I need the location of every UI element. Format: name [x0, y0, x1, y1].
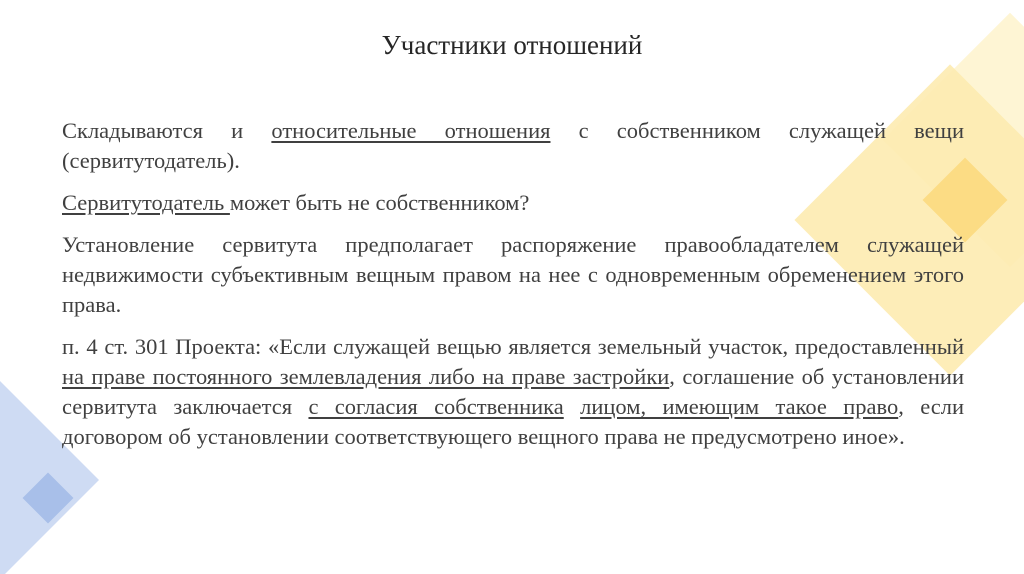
slide-title: Участники отношений — [381, 30, 643, 60]
underlined-text: Сервитутодатель — [62, 190, 230, 215]
underlined-text: с согласия собственника — [308, 394, 564, 419]
text: может быть не собственником? — [229, 190, 530, 215]
text: с собственником служащей вещи (сервитутодатель). — [62, 118, 964, 173]
text: п. 4 ст. 301 Проекта: «Если служащей вещью является земельный участок, предоставленный — [62, 334, 964, 359]
text — [564, 394, 580, 419]
paragraph-question — [62, 188, 964, 218]
underlined-text: лицом, имеющим такое право — [580, 394, 899, 419]
text: , если договором об установлении соответствующего вещного права не предусмотрено иное». — [62, 394, 964, 449]
paragraph-relations — [62, 116, 964, 176]
paragraph-establishment: Установление сервитута предполагает распоряжение правообладателем служащей недвижимости субъективным вещным правом на нее с одновременным обременением этого права. — [62, 232, 964, 317]
underlined-text: относительные отношения — [271, 118, 551, 143]
text: Складываются и — [62, 118, 272, 143]
text: , соглашение об установлении сервитута заключается — [62, 364, 965, 419]
paragraph-quote — [62, 332, 964, 452]
underlined-text: на праве постоянного землевладения либо на праве застройки — [62, 364, 670, 389]
slide-body — [62, 116, 964, 464]
